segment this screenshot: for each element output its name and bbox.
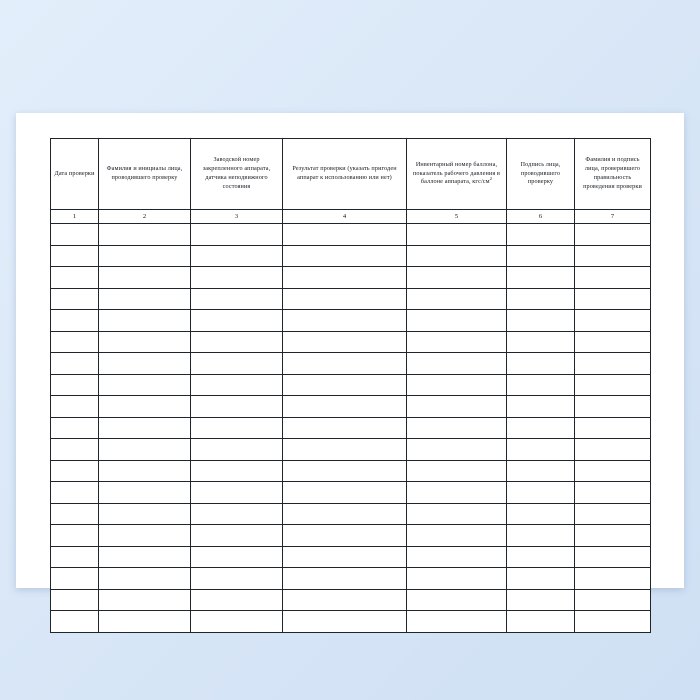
table-cell[interactable]: [575, 611, 651, 633]
table-cell[interactable]: [99, 503, 191, 525]
table-cell[interactable]: [51, 439, 99, 461]
table-cell[interactable]: [575, 589, 651, 611]
table-cell[interactable]: [283, 611, 407, 633]
table-cell[interactable]: [407, 331, 507, 353]
table-row: [51, 439, 651, 461]
table-row: [51, 589, 651, 611]
table-cell[interactable]: [191, 224, 283, 246]
table-cell[interactable]: [51, 245, 99, 267]
table-cell[interactable]: [407, 224, 507, 246]
table-cell[interactable]: [283, 525, 407, 547]
table-cell[interactable]: [99, 288, 191, 310]
table-row: [51, 224, 651, 246]
column-number-6: 6: [507, 210, 575, 224]
table-cell[interactable]: [51, 310, 99, 332]
table-cell[interactable]: [191, 374, 283, 396]
table-row: [51, 245, 651, 267]
table-cell[interactable]: [51, 331, 99, 353]
table-cell[interactable]: [99, 525, 191, 547]
table-cell[interactable]: [407, 546, 507, 568]
table-row: [51, 374, 651, 396]
table-cell[interactable]: [575, 374, 651, 396]
table-cell[interactable]: [51, 396, 99, 418]
table-row: [51, 503, 651, 525]
table-cell[interactable]: [407, 417, 507, 439]
table-cell[interactable]: [51, 611, 99, 633]
table-cell[interactable]: [507, 546, 575, 568]
table-cell[interactable]: [507, 374, 575, 396]
table-cell[interactable]: [191, 396, 283, 418]
journal-table-container: [50, 138, 650, 563]
column-number-4: 4: [283, 210, 407, 224]
table-cell[interactable]: [283, 503, 407, 525]
table-cell[interactable]: [51, 417, 99, 439]
table-cell[interactable]: [407, 503, 507, 525]
table-row: [51, 310, 651, 332]
table-cell[interactable]: [99, 374, 191, 396]
table-cell[interactable]: [407, 611, 507, 633]
table-cell[interactable]: [51, 525, 99, 547]
table-cell[interactable]: [191, 267, 283, 289]
column-header-6: Подпись лица, проводившего проверку: [507, 139, 575, 210]
table-cell[interactable]: [283, 288, 407, 310]
table-cell[interactable]: [283, 310, 407, 332]
table-cell[interactable]: [51, 503, 99, 525]
table-cell[interactable]: [51, 568, 99, 590]
table-cell[interactable]: [575, 417, 651, 439]
table-cell[interactable]: [407, 353, 507, 375]
table-cell[interactable]: [407, 460, 507, 482]
table-cell[interactable]: [407, 396, 507, 418]
table-cell[interactable]: [507, 503, 575, 525]
table-row: [51, 417, 651, 439]
table-cell[interactable]: [507, 224, 575, 246]
table-cell[interactable]: [51, 460, 99, 482]
table-cell[interactable]: [507, 288, 575, 310]
table-cell[interactable]: [99, 546, 191, 568]
table-cell[interactable]: [283, 396, 407, 418]
table-row: [51, 460, 651, 482]
table-cell[interactable]: [99, 353, 191, 375]
table-cell[interactable]: [507, 267, 575, 289]
table-cell[interactable]: [507, 482, 575, 504]
table-cell[interactable]: [283, 439, 407, 461]
table-cell[interactable]: [191, 353, 283, 375]
table-cell[interactable]: [283, 245, 407, 267]
table-row: [51, 546, 651, 568]
table-cell[interactable]: [191, 611, 283, 633]
table-cell[interactable]: [99, 568, 191, 590]
table-row: [51, 611, 651, 633]
table-row: [51, 353, 651, 375]
table-cell[interactable]: [191, 589, 283, 611]
table-cell[interactable]: [283, 546, 407, 568]
table-cell[interactable]: [407, 374, 507, 396]
table-cell[interactable]: [507, 396, 575, 418]
table-cell[interactable]: [507, 331, 575, 353]
table-cell[interactable]: [507, 439, 575, 461]
table-cell[interactable]: [507, 353, 575, 375]
table-cell[interactable]: [191, 546, 283, 568]
table-cell[interactable]: [99, 245, 191, 267]
table-cell[interactable]: [51, 482, 99, 504]
table-cell[interactable]: [99, 224, 191, 246]
table-cell[interactable]: [575, 525, 651, 547]
column-number-5: 5: [407, 210, 507, 224]
table-cell[interactable]: [575, 503, 651, 525]
table-cell[interactable]: [407, 245, 507, 267]
column-number-1: 1: [51, 210, 99, 224]
column-number-row: [51, 210, 651, 224]
table-cell[interactable]: [575, 245, 651, 267]
table-cell[interactable]: [575, 546, 651, 568]
table-cell[interactable]: [191, 417, 283, 439]
table-cell[interactable]: [507, 589, 575, 611]
header-row: [51, 139, 651, 210]
table-cell[interactable]: [99, 267, 191, 289]
table-cell[interactable]: [407, 589, 507, 611]
table-cell[interactable]: [191, 331, 283, 353]
table-cell[interactable]: [283, 353, 407, 375]
table-cell[interactable]: [99, 460, 191, 482]
table-cell[interactable]: [51, 267, 99, 289]
table-cell[interactable]: [407, 439, 507, 461]
table-cell[interactable]: [99, 439, 191, 461]
table-cell[interactable]: [407, 568, 507, 590]
table-cell[interactable]: [99, 331, 191, 353]
column-header-4: Результат проверки (указать пригоден аппарат к использованию или нет): [283, 139, 407, 210]
table-cell[interactable]: [99, 589, 191, 611]
table-cell[interactable]: [191, 460, 283, 482]
table-cell[interactable]: [51, 288, 99, 310]
table-cell[interactable]: [407, 482, 507, 504]
table-cell[interactable]: [407, 288, 507, 310]
table-body: [51, 224, 651, 633]
table-cell[interactable]: [283, 331, 407, 353]
table-cell[interactable]: [283, 589, 407, 611]
document-paper: [16, 113, 684, 588]
column-header-7: Фамилия и подпись лица, проверившего правильность проведения проверки: [575, 139, 651, 210]
table-row: [51, 396, 651, 418]
table-cell[interactable]: [283, 224, 407, 246]
table-cell[interactable]: [507, 417, 575, 439]
journal-table: [50, 138, 651, 633]
table-cell[interactable]: [283, 568, 407, 590]
table-cell[interactable]: [575, 288, 651, 310]
column-number-2: 2: [99, 210, 191, 224]
table-head: [51, 139, 651, 224]
table-cell[interactable]: [283, 482, 407, 504]
table-cell[interactable]: [51, 546, 99, 568]
column-header-5: Инвентарный номер баллона, показатель рабочего давления в баллоне аппарата, кгс/$см^2$: [407, 139, 507, 210]
table-cell[interactable]: [575, 331, 651, 353]
table-cell[interactable]: [283, 460, 407, 482]
table-cell[interactable]: [575, 439, 651, 461]
table-cell[interactable]: [51, 224, 99, 246]
table-cell[interactable]: [407, 525, 507, 547]
column-header-1: Дата проверки: [51, 139, 99, 210]
table-cell[interactable]: [51, 589, 99, 611]
table-cell[interactable]: [507, 568, 575, 590]
table-cell[interactable]: [575, 482, 651, 504]
table-cell[interactable]: [575, 224, 651, 246]
table-cell[interactable]: [575, 460, 651, 482]
table-cell[interactable]: [99, 611, 191, 633]
column-header-2: Фамилия и инициалы лица, проводившего проверку: [99, 139, 191, 210]
table-row: [51, 482, 651, 504]
table-row: [51, 331, 651, 353]
table-cell[interactable]: [99, 310, 191, 332]
table-cell[interactable]: [191, 439, 283, 461]
table-cell[interactable]: [99, 482, 191, 504]
column-number-7: 7: [575, 210, 651, 224]
table-cell[interactable]: [99, 396, 191, 418]
table-cell[interactable]: [283, 417, 407, 439]
table-cell[interactable]: [51, 353, 99, 375]
table-row: [51, 568, 651, 590]
column-number-3: 3: [191, 210, 283, 224]
table-cell[interactable]: [191, 525, 283, 547]
table-cell[interactable]: [575, 310, 651, 332]
table-cell[interactable]: [191, 568, 283, 590]
table-cell[interactable]: [407, 267, 507, 289]
table-cell[interactable]: [51, 374, 99, 396]
table-cell[interactable]: [191, 482, 283, 504]
table-cell[interactable]: [575, 353, 651, 375]
table-cell[interactable]: [191, 503, 283, 525]
table-cell[interactable]: [507, 460, 575, 482]
table-row: [51, 288, 651, 310]
table-cell[interactable]: [99, 417, 191, 439]
table-cell[interactable]: [283, 374, 407, 396]
table-cell[interactable]: [191, 288, 283, 310]
table-cell[interactable]: [407, 310, 507, 332]
table-cell[interactable]: [507, 310, 575, 332]
table-cell[interactable]: [575, 396, 651, 418]
table-cell[interactable]: [507, 245, 575, 267]
table-cell[interactable]: [507, 525, 575, 547]
table-cell[interactable]: [575, 267, 651, 289]
table-cell[interactable]: [283, 267, 407, 289]
table-row: [51, 267, 651, 289]
table-cell[interactable]: [191, 310, 283, 332]
table-cell[interactable]: [191, 245, 283, 267]
table-row: [51, 525, 651, 547]
column-header-3: Заводской номер закрепленного аппарата, датчика неподвижного состояния: [191, 139, 283, 210]
table-cell[interactable]: [575, 568, 651, 590]
table-cell[interactable]: [507, 611, 575, 633]
